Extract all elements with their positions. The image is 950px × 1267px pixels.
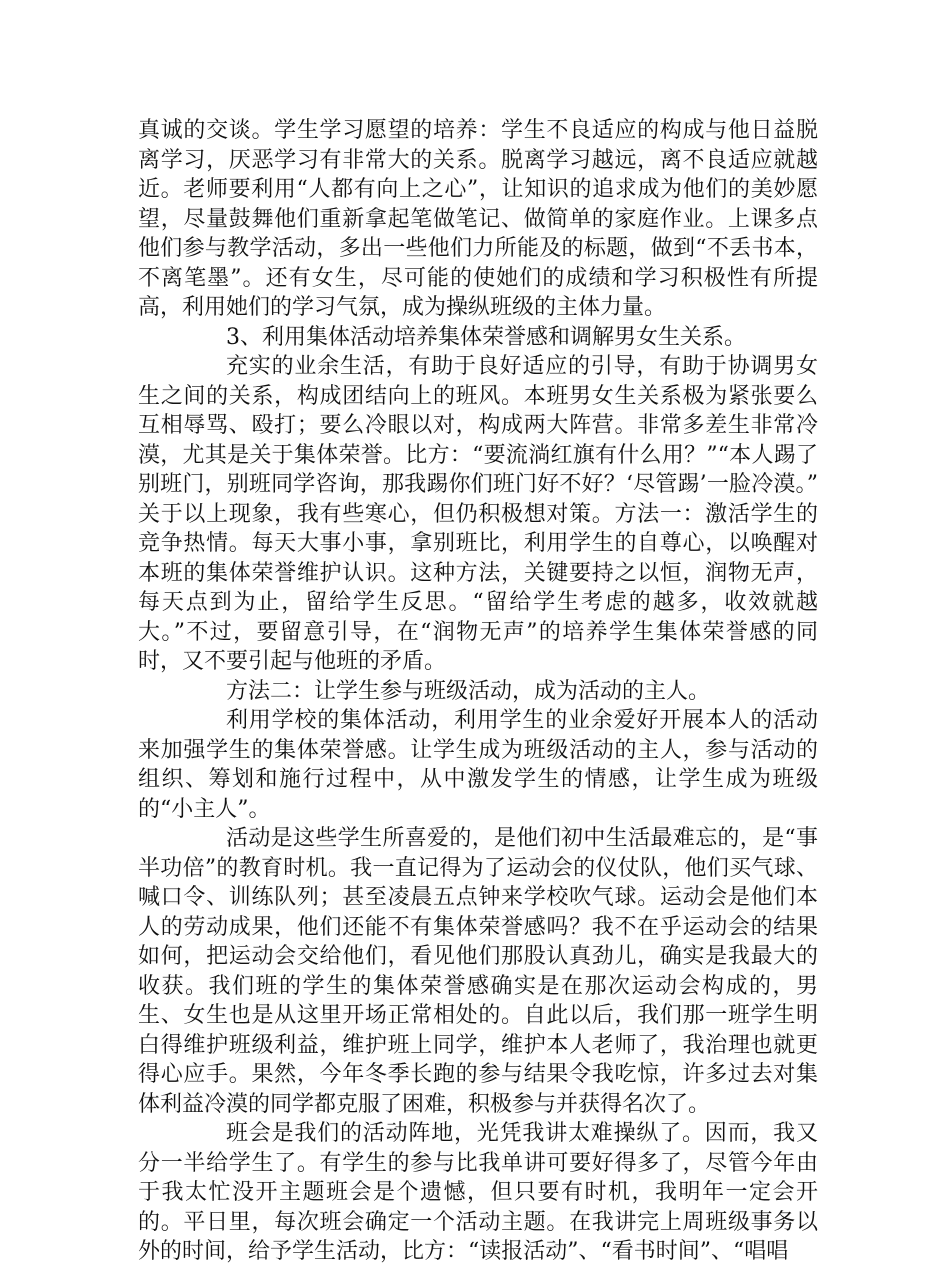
paragraph-5: 班会是我们的活动阵地，光凭我讲太难操纵了。因而，我又分一半给学生了。有学生的参与比我单讲可要好得多了，尽管今年由于我太忙没开主题班会是个遗憾，但只要有时机，我明年一定会开的。平日里，每次班会确定一个活动主题。在我讲完上周班级事务以外的时间，给予学生活动，比方：“读报活动”、“看书时间”、“唱唱 [138, 1121, 818, 1264]
section-heading-3: 3、利用集体活动培养集体荣誉感和调解男女生关系。 [226, 324, 746, 350]
paragraph-4: 活动是这些学生所喜爱的，是他们初中生活最难忘的，是“事半功倍”的教育时机。我一直记得为了运动会的仪仗队，他们买气球、喊口令、训练队列；甚至凌晨五点钟来学校吹气球。运动会是他们本人的劳动成果，他们还能不有集体荣誉感吗？我不在乎运动会的结果如何，把运动会交给他们，看见他们那股认真劲儿，确实是我最大的收获。我们班的学生的集体荣誉感确实是在那次运动会构成的，男生、女生也是从这里开场正常相处的。自此以后，我们那一班学生明白得维护班级利益，维护班上同学，维护本人老师了，我治理也就更得心应手。果然，今年冬季长跑的参与结果令我吃惊，许多过去对集体利益冷漠的同学都克服了困难，积极参与并获得名次了。 [138, 826, 818, 1117]
document-page [138, 116, 818, 1267]
paragraph-3: 利用学校的集体活动，利用学生的业余爱好开展本人的活动来加强学生的集体荣誉感。让学生成为班级活动的主人，参与活动的组织、筹划和施行过程中，从中激发学生的情感，让学生成为班级的“小主人”。 [138, 708, 818, 822]
paragraph-2: 充实的业余生活，有助于良好适应的引导，有助于协调男女生之间的关系，构成团结向上的班风。本班男女生关系极为紧张要么互相辱骂、殴打；要么冷眼以对，构成两大阵营。非常多差生非常冷漠，尤其是关于集体荣誉。比方：“要流淌红旗有什么用？”“本人踢了别班门，别班同学咨询，那我踢你们班门好不好？‘尽管踢’一脸冷漠。” 关于以上现象，我有些寒心，但仍积极想对策。方法一：激活学生的竞争热情。每天大事小事，拿别班比，利用学生的自尊心，以唤醒对本班的集体荣誉维护认识。这种方法，关键要持之以恒，润物无声，每天点到为止，留给学生反思。“留给学生考虑的越多，收效就越大。”不过，要留意引导，在“润物无声”的培养学生集体荣誉感的同时，又不要引起与他班的矛盾。 [138, 354, 818, 674]
paragraph-1: 真诚的交谈。学生学习愿望的培养：学生不良适应的构成与他日益脱离学习，厌恶学习有非常大的关系。脱离学习越远，离不良适应就越近。老师要利用“人都有向上之心”，让知识的追求成为他们的美妙愿望，尽量鼓舞他们重新拿起笔做笔记、做简单的家庭作业。上课多点他们参与教学活动，多出一些他们力所能及的标题，做到“不丢书本，不离笔墨”。还有女生，尽可能的使她们的成绩和学习积极性有所提高，利用她们的学习气氛，成为操纵班级的主体力量。 [138, 118, 818, 320]
method-two-heading: 方法二：让学生参与班级活动，成为活动的主人。 [226, 678, 711, 704]
